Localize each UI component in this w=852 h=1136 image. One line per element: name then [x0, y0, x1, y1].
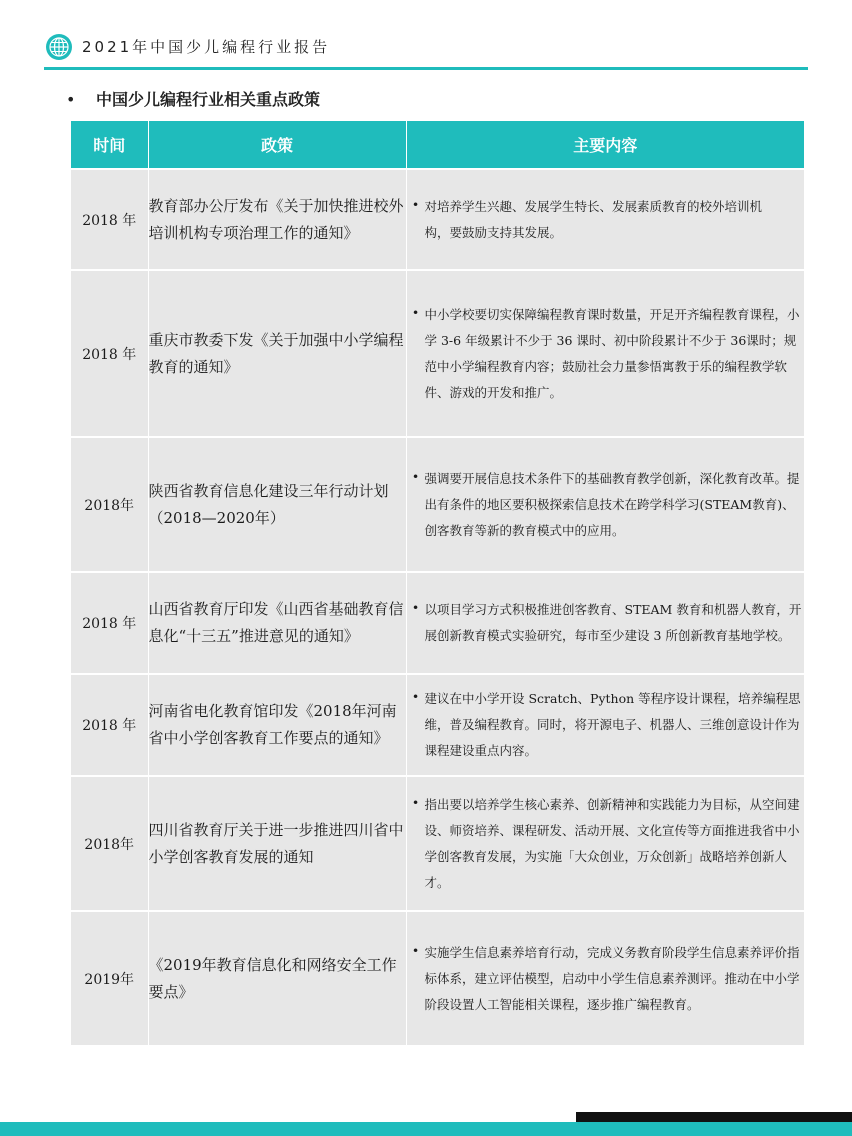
row-content-cell — [406, 911, 804, 1045]
row-policy: 山西省教育厅印发《山西省基础教育信息化“十三五”推进意见的通知》 — [148, 572, 406, 674]
table-row — [71, 437, 804, 572]
row-year: 2018 年 — [71, 270, 148, 437]
content-bullet: • — [411, 942, 420, 958]
row-year: 2018 年 — [71, 572, 148, 674]
page-header — [0, 0, 852, 72]
row-policy: 教育部办公厅发布《关于加快推进校外培训机构专项治理工作的通知》 — [148, 169, 406, 270]
row-policy: 四川省教育厅关于进一步推进四川省中小学创客教育发展的通知 — [148, 776, 406, 911]
policy-table — [71, 121, 804, 1045]
row-content: 建议在中小学开设 Scratch、Python 等程序设计课程，培养编程思维，普及编程教育。同时，将开源电子、机器人、三维创意设计作为课程建设重点内容。 — [424, 691, 801, 758]
row-content-cell — [406, 572, 804, 674]
footer-bar — [0, 1122, 852, 1136]
content-bullet: • — [411, 468, 420, 484]
row-content-cell — [406, 270, 804, 437]
row-content: 对培养学生兴趣、发展学生特长、发展素质教育的校外培训机 构，要鼓励支持其发展。 — [424, 198, 763, 240]
column-header-policy: 政策 — [148, 121, 406, 169]
section-heading — [66, 87, 320, 110]
table-row — [71, 572, 804, 674]
globe-icon — [45, 33, 73, 61]
content-bullet: • — [411, 600, 420, 615]
document-title: 2021年中国少儿编程行业报告 — [82, 38, 331, 56]
row-content: 强调要开展信息技术条件下的基础教育教学创新，深化教育改革。提出有条件的地区要积极探索信息技术在跨学科学习(STEAM教育)、创客教育等新的教育模式中的应用。 — [424, 470, 800, 538]
row-content-cell — [406, 169, 804, 270]
table-row — [71, 270, 804, 437]
row-year: 2018 年 — [71, 674, 148, 776]
table-row — [71, 776, 804, 911]
row-year: 2018年 — [71, 437, 148, 572]
content-bullet: • — [411, 794, 420, 810]
content-bullet: • — [411, 196, 420, 212]
row-policy: 重庆市教委下发《关于加强中小学编程教育的通知》 — [148, 270, 406, 437]
column-header-content: 主要内容 — [406, 121, 804, 169]
row-content-cell — [406, 674, 804, 776]
row-policy: 陕西省教育信息化建设三年行动计划（2018—2020年） — [148, 437, 406, 572]
table-header-row — [71, 121, 804, 169]
row-policy: 《2019年教育信息化和网络安全工作要点》 — [148, 911, 406, 1045]
row-content: 中小学校要切实保障编程教育课时数量，开足开齐编程教育课程，小学 3-6 年级累计不少于 36 课时、初中阶段累计不少于 36课时；规范中小学编程教育内容；鼓励社会力量参悟寓教于乐的编程教学软件、游戏的开发和推广。 — [424, 306, 800, 400]
section-title-text: 中国少儿编程行业相关重点政策 — [96, 90, 321, 109]
row-content: 指出要以培养学生核心素养、创新精神和实践能力为目标，从空间建设、师资培养、课程研发、活动开展、文化宣传等方面推进我省中小学创客教育发展，为实施「大众创业，万众创新」战略培养创新人才。 — [424, 796, 800, 890]
column-header-time: 时间 — [71, 121, 148, 169]
row-year: 2019年 — [71, 911, 148, 1045]
table-row — [71, 169, 804, 270]
row-content-cell — [406, 437, 804, 572]
content-bullet: • — [411, 689, 420, 704]
content-bullet: • — [411, 304, 420, 320]
header-divider — [44, 67, 808, 70]
row-content: 以项目学习方式积极推进创客教育、STEAM 教育和机器人教育，开展创新教育模式实验研究，每市至少建设 3 所创新教育基地学校。 — [424, 602, 802, 643]
section-bullet: • — [66, 90, 76, 109]
row-year: 2018年 — [71, 776, 148, 911]
table-row — [71, 911, 804, 1045]
table-row — [71, 674, 804, 776]
row-year: 2018 年 — [71, 169, 148, 270]
row-content: 实施学生信息素养培育行动，完成义务教育阶段学生信息素养评价指标体系，建立评估模型，启动中小学生信息素养测评。推动在中小学阶段设置人工智能相关课程，逐步推广编程教育。 — [424, 944, 800, 1012]
row-policy: 河南省电化教育馆印发《2018年河南省中小学创客教育工作要点的通知》 — [148, 674, 406, 776]
row-content-cell — [406, 776, 804, 911]
